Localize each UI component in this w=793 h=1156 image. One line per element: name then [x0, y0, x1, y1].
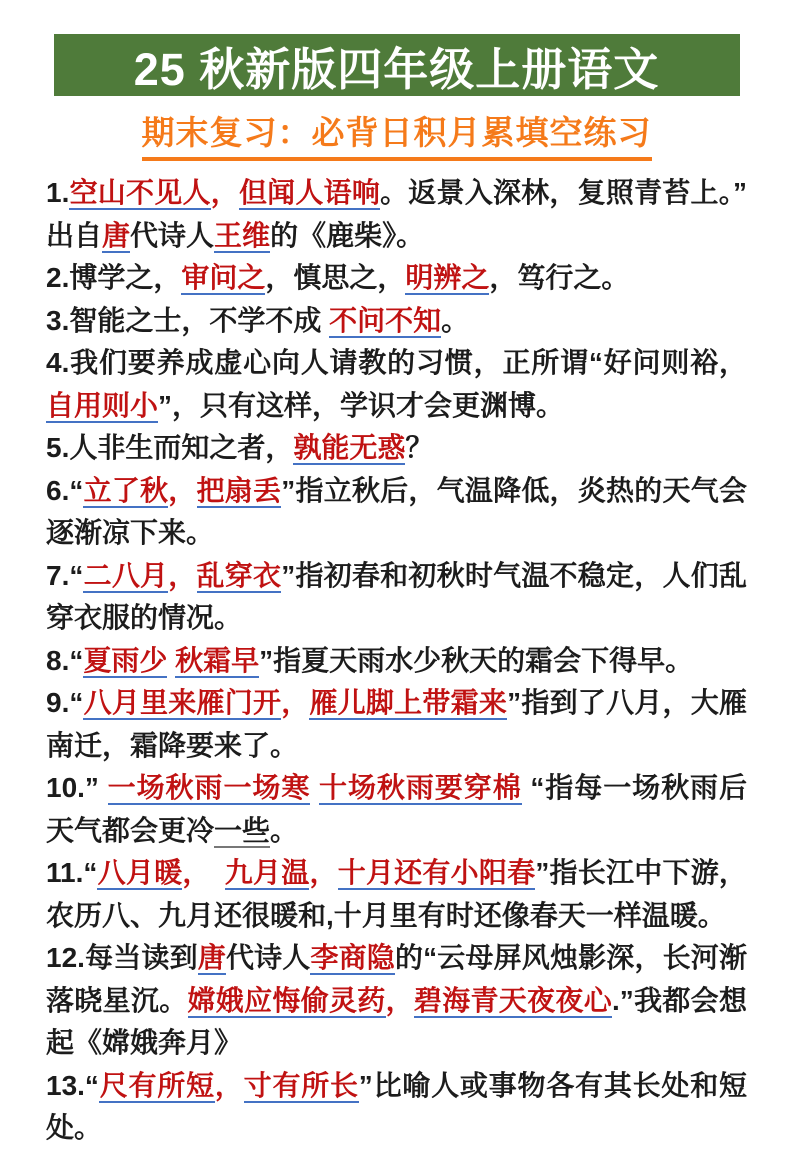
- text-normal: 7.“: [46, 559, 84, 591]
- text-red: ，: [214, 1069, 244, 1101]
- answer-blank-text: 明辨之: [405, 262, 490, 293]
- text-normal: ”，只有这样，学识才会更渊博。: [158, 389, 565, 421]
- list-item: [46, 937, 747, 1065]
- text-normal: 1.: [46, 177, 70, 208]
- answer-blank-text: 十场秋雨要穿棉: [319, 772, 522, 803]
- text-normal: ？: [405, 432, 434, 463]
- page-title: 25 秋新版四年级上册语文: [133, 43, 660, 95]
- header-banner: [54, 34, 740, 96]
- list-item: [46, 470, 747, 555]
- text-normal: “指每一场秋雨后天气都会更冷: [46, 772, 747, 846]
- text-red: ，: [182, 857, 197, 888]
- text-normal: ”指初春和初秋时气温不稳定，人们乱穿衣服的情况。: [46, 559, 747, 633]
- text-normal: 2.博学之，: [46, 262, 182, 293]
- answer-blank-text: 碧海青天夜夜心: [413, 984, 612, 1016]
- answer-blank-text: 唐: [197, 942, 226, 973]
- answer-blank-text: 二八月: [83, 559, 169, 591]
- answer-blank-text: 八月暖: [97, 857, 183, 888]
- text-normal: 。: [441, 304, 470, 336]
- answer-blank-text: 空山不见人: [69, 177, 211, 208]
- answer-blank-text: 立了秋: [83, 474, 169, 506]
- text-normal: [167, 645, 175, 676]
- page-subtitle: 期末复习：必背日积月累填空练习: [142, 107, 652, 161]
- text-normal: 9.“: [46, 687, 84, 718]
- answer-blank-text: 王维: [214, 219, 271, 251]
- answer-blank-text: 雁儿脚上带霜来: [309, 687, 508, 718]
- text-normal: 代诗人: [130, 219, 215, 251]
- text-normal: 5.人非生而知之者，: [46, 432, 294, 463]
- text-normal: ，笃行之。: [489, 262, 630, 293]
- list-item: [46, 172, 747, 257]
- answer-blank-text: 夏雨少: [83, 644, 168, 676]
- text-normal: .”我都会想起《嫦娥奔月》: [46, 984, 747, 1058]
- text-normal: [310, 772, 319, 803]
- text-red: ，: [281, 687, 310, 718]
- worksheet-page: [0, 34, 793, 1156]
- list-item: [46, 767, 747, 852]
- text-normal: 12.每当读到: [46, 942, 198, 973]
- answer-blank-text: 把扇丢: [196, 474, 282, 506]
- text-red: ，: [385, 984, 414, 1016]
- text-normal: 的《鹿柴》。: [270, 219, 425, 251]
- text-normal: 4.我们要养成虚心向人请教的习惯，正所谓“好问则裕，: [46, 347, 747, 378]
- text-normal: 3.智能之士，不学不成: [46, 304, 330, 336]
- answer-blank-text: 九月温: [224, 857, 310, 888]
- list-item: [46, 640, 747, 683]
- list-item: [46, 682, 747, 767]
- exercise-list: [0, 161, 793, 1150]
- answer-blank-text: 一场秋雨一场寒: [107, 772, 311, 803]
- text-normal: 。: [270, 814, 299, 846]
- answer-blank-text: 尺有所短: [98, 1069, 215, 1101]
- answer-blank-text: 嫦娥应悔偷灵药: [187, 984, 386, 1016]
- answer-blank-text: 秋霜早: [175, 644, 260, 676]
- text-underlined: 一些: [214, 814, 271, 846]
- text-normal: ”指到了八月，大雁南迁，霜降要来了。: [46, 687, 747, 761]
- text-red: ，: [210, 177, 239, 208]
- answer-blank-text: 不问不知: [329, 304, 442, 336]
- answer-blank-text: 李商隐: [310, 942, 395, 973]
- answer-blank-text: 孰能无惑: [293, 432, 406, 463]
- list-item: [46, 427, 747, 470]
- answer-blank-text: 唐: [102, 219, 131, 251]
- list-item: [46, 1065, 747, 1150]
- answer-blank-text: 乱穿衣: [196, 559, 282, 591]
- text-normal: 代诗人: [225, 942, 311, 973]
- text-normal: ”指长江中下游，农历八、九月还很暖和,十月里有时还像春天一样温暖。: [46, 857, 747, 931]
- text-red: ，: [309, 857, 338, 888]
- subtitle-row: [0, 107, 793, 161]
- text-normal: 8.“: [46, 644, 84, 676]
- text-normal: ”指夏天雨水少秋天的霜会下得早。: [259, 644, 694, 676]
- answer-blank-text: 审问之: [181, 262, 266, 293]
- text-normal: 11.“: [46, 857, 98, 888]
- text-normal: 。返景入深林，复照青苔上。”出自: [46, 177, 747, 251]
- text-normal: 的“云母屏风烛影深，长河渐落晓星沉。: [46, 942, 747, 1016]
- text-normal: 13.“: [46, 1069, 99, 1101]
- text-normal: [197, 857, 225, 888]
- list-item: [46, 342, 747, 427]
- answer-blank-text: 自用则小: [46, 389, 159, 421]
- answer-blank-text: 寸有所长: [243, 1069, 359, 1101]
- list-item: [46, 852, 747, 937]
- list-item: [46, 555, 747, 640]
- text-normal: ”比喻人或事物各有其长处和短处。: [46, 1069, 747, 1143]
- answer-blank-text: 八月里来雁门开: [83, 687, 282, 718]
- answer-blank-text: 十月还有小阳春: [337, 857, 536, 888]
- text-red: ，: [168, 559, 197, 591]
- text-normal: ”指立秋后，气温降低，炎热的天气会逐渐凉下来。: [46, 474, 747, 548]
- text-normal: 10.”: [46, 772, 108, 803]
- list-item: [46, 300, 747, 343]
- answer-blank-text: 但闻人语响: [238, 177, 381, 208]
- text-normal: ，慎思之，: [265, 262, 406, 293]
- text-red: ，: [168, 474, 197, 506]
- list-item: [46, 257, 747, 300]
- text-normal: 6.“: [46, 474, 84, 506]
